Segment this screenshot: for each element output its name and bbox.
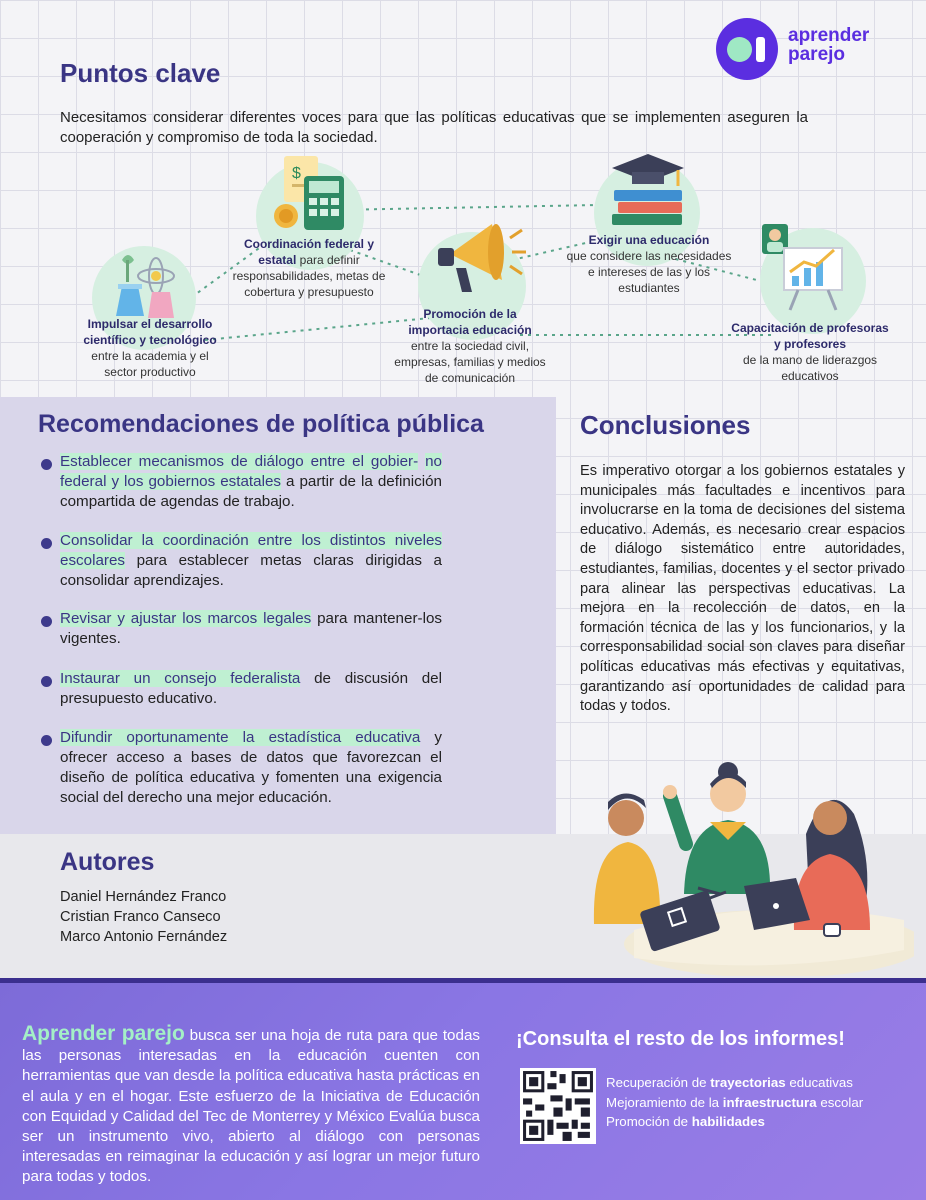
author-name: Daniel Hernández Franco [60,889,227,905]
key-point-demand: Exigir una educación que considere las necesidades e intereses de las y los estudiantes [566,233,732,295]
report-link-trajectories[interactable]: Recuperación de trayectorias educativas [606,1075,853,1090]
graduation-books-icon [608,152,688,228]
recommendation-item: Consolidar la coordinación entre los distintos niveles escolares para establecer metas claras dirigidas a consolidar aprendizajes. [60,532,442,589]
recommendation-item: Revisar y ajustar los marcos legales para mantener-los vigentes. [60,610,442,647]
key-points-intro: Necesitamos considerar diferentes voces para que las políticas educativas que se implementen aseguren la cooperación y compromiso de toda la sociedad. [60,109,808,146]
about-text: Aprender parejo busca ser una hoja de ruta para que todas las personas interesadas en la educación cuenten con herramientas que van desde la política educativa hasta prácticas en el aula y en el hogar. Este esfuerzo de la Iniciativa de Educación con Equidad y Calidad del Tec de Monterrey y México Evalúa busca ser un instrumento vivo, abierto al diálogo con personas interesadas en reimaginar la educación y así lograr un mejor futuro para todas y todos. [22,1022,480,1186]
report-link-skills[interactable]: Promoción de habilidades [606,1114,765,1129]
recommendation-item: Difundir oportunamente la estadística educativa y ofrecer acceso a bases de datos que favorezcan el diseño de política educativa y fomenten una exigencia social del derecho una mejor educación. [60,729,442,806]
author-name: Marco Antonio Fernández [60,929,228,945]
author-name: Cristian Franco Canseco [60,909,221,925]
conclusions-title: Conclusiones [580,410,751,440]
key-point-science: Impulsar el desarrollo científico y tecnológico entre la academia y el sector productivo [83,317,217,379]
reports-title: ¡Consulta el resto de los informes! [516,1028,845,1050]
qr-code-icon[interactable] [519,1068,597,1144]
bullet-icon [41,735,52,746]
key-points-title: Puntos clave [60,58,221,88]
authors-title: Autores [60,848,155,876]
budget-calculator-icon [270,154,350,234]
people-meeting-illustration [574,744,914,976]
megaphone-icon [430,208,530,304]
bullet-icon [41,538,52,549]
logo-wordmark: aprender parejo [788,25,870,65]
bullet-icon [41,676,52,687]
key-point-training: Capacitación de profesoras y profesores de la mano de liderazgos educativos [731,321,889,383]
report-link-infrastructure[interactable]: Mejoramiento de la infraestructura escolar [606,1095,864,1110]
teacher-chart-icon [758,220,848,314]
recommendation-item: Instaurar un consejo federalista de discusión del presupuesto educativo. [60,670,443,707]
key-point-promotion: Promoción de la importacia educación entre la sociedad civil, empresas, familias y medios de comunicación [394,307,546,385]
key-point-coordination: Coordinación federal y estatal para definir responsabilidades, metas de cobertura y presupuesto [232,237,386,299]
science-lab-icon [108,246,184,320]
svg-text:$: $ [292,165,301,182]
bullet-icon [41,616,52,627]
recommendations-title: Recomendaciones de política pública [38,410,484,438]
conclusions-text: Es imperativo otorgar a los gobiernos estatales y municipales más facultades e incentivos para involucrarse en la toma de decisiones del sistema educativo. Además, es necesario crear espacios de diálogo sistemático entre autoridades, estudiantes, familias, docentes y el sector privado para alinear las perspectivas educativas. La mejora en la recolección de datos, en la formación técnica de las y los funcionarios, y la corresponsabilidad social son claves para diseñar políticas educativas más efectivas y equitativas, garantizando así oportunidades de calidad para todas y todos. [580,463,905,715]
recommendation-item: Establecer mecanismos de diálogo entre el gobier- no federal y los gobiernos estatales a partir de la definición compartida de agendas de trabajo. [60,453,442,510]
bullet-icon [41,459,52,470]
